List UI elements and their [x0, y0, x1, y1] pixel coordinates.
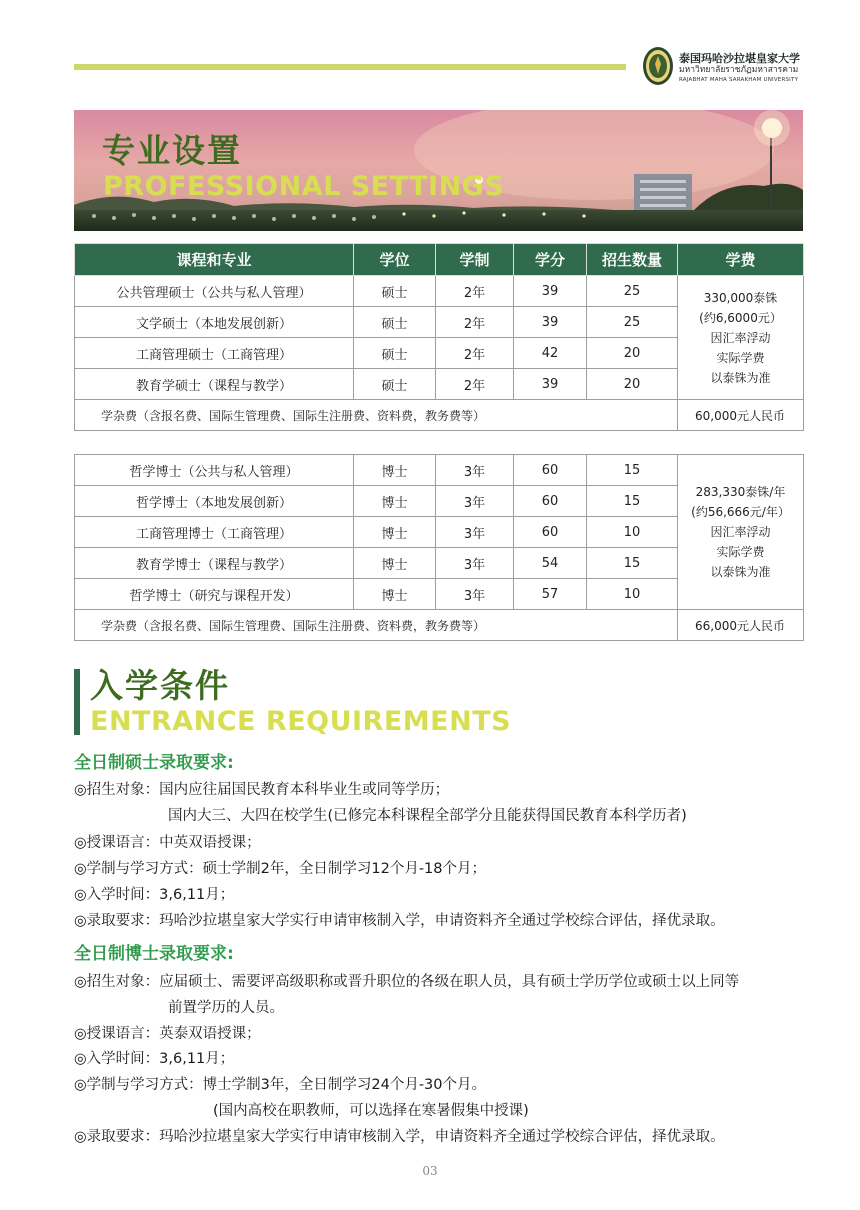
- program-name: 文学硕士（本地发展创新）: [75, 307, 354, 338]
- duration: 3年: [436, 517, 514, 548]
- degree: 博士: [354, 455, 436, 486]
- doctor-req-line: ◎授课语言：英泰双语授课；: [74, 1026, 261, 1042]
- master-req-line: ◎学制与学习方式：硕士学制2年，全日制学习12个月-18个月；: [74, 861, 487, 877]
- doctor-requirements-heading: 全日制博士录取要求:: [74, 944, 234, 964]
- credits: 60: [514, 517, 587, 548]
- university-name: [679, 52, 849, 84]
- tuition-line: 实际学费: [716, 545, 765, 559]
- enrollment: 10: [587, 579, 678, 610]
- table-row: [75, 276, 804, 307]
- tuition-line: 实际学费: [716, 350, 765, 365]
- header-duration: 学制: [436, 244, 514, 276]
- tuition-cell: [678, 276, 804, 400]
- degree: 博士: [354, 486, 436, 517]
- program-name: 哲学博士（研究与课程开发）: [75, 579, 354, 610]
- master-req-line: ◎录取要求：玛哈沙拉堪皇家大学实行申请审核制入学，申请资料齐全通过学校综合评估，择优录取。: [74, 913, 725, 929]
- duration: 3年: [436, 486, 514, 517]
- program-name: 公共管理硕士（公共与私人管理）: [75, 276, 354, 307]
- university-name-th: มหาวิทยาลัยราชภัฏมหาสารคาม: [679, 65, 799, 75]
- program-name: 哲学博士（本地发展创新）: [75, 486, 354, 517]
- misc-fee-label: 学杂费（含报名费、国际生管理费、国际生注册费、资料费，教务费等）: [75, 610, 678, 641]
- table-header-row: [75, 244, 804, 276]
- duration: 3年: [436, 455, 514, 486]
- credits: 39: [514, 307, 587, 338]
- tuition-line: 283,330泰铢/年: [695, 485, 786, 499]
- doctor-req-line: ◎招生对象：应届硕士、需要评高级职称或晋升职位的各级在职人员，具有硕士学历学位或硕士以上同等: [74, 974, 740, 990]
- enrollment: 25: [587, 307, 678, 338]
- enrollment: 15: [587, 486, 678, 517]
- misc-fee-row: [75, 400, 804, 431]
- header-tuition: 学费: [678, 244, 804, 276]
- credits: 60: [514, 486, 587, 517]
- table-row: [75, 455, 804, 486]
- enrollment: 20: [587, 338, 678, 369]
- tuition-line: 以泰铢为准: [710, 565, 771, 579]
- header-credits: 学分: [514, 244, 587, 276]
- degree: 硕士: [354, 338, 436, 369]
- duration: 2年: [436, 276, 514, 307]
- doctors-program-table: [74, 454, 804, 641]
- master-requirements-heading: 全日制硕士录取要求:: [74, 753, 234, 773]
- doctor-req-line: ◎入学时间：3,6,11月；: [74, 1051, 235, 1067]
- tuition-line: (约6,6000元）: [699, 310, 782, 325]
- section-accent-bar: [74, 669, 80, 735]
- section-title-en: ENTRANCE REQUIREMENTS: [90, 706, 512, 737]
- degree: 博士: [354, 517, 436, 548]
- doctor-req-line: (国内高校在职教师，可以选择在寒暑假集中授课): [213, 1103, 529, 1119]
- enrollment: 20: [587, 369, 678, 400]
- program-name: 教育学硕士（课程与教学）: [75, 369, 354, 400]
- duration: 2年: [436, 369, 514, 400]
- misc-fee-value: 60,000元人民币: [678, 400, 804, 431]
- header-degree: 学位: [354, 244, 436, 276]
- banner-title-cn: 专业设置: [102, 131, 242, 170]
- duration: 2年: [436, 338, 514, 369]
- credits: 54: [514, 548, 587, 579]
- masters-program-table: [74, 243, 804, 431]
- university-name-cn: 泰国玛哈沙拉堪皇家大学: [679, 52, 800, 65]
- program-name: 工商管理博士（工商管理）: [75, 517, 354, 548]
- banner-title-en: PROFESSIONAL SETTINGS: [103, 171, 505, 202]
- university-name-en: RAJABHAT MAHA SARAKHAM UNIVERSITY: [679, 77, 799, 83]
- degree: 博士: [354, 579, 436, 610]
- program-name: 哲学博士（公共与私人管理）: [75, 455, 354, 486]
- page-number: 03: [422, 1164, 438, 1178]
- credits: 39: [514, 369, 587, 400]
- credits: 39: [514, 276, 587, 307]
- degree: 硕士: [354, 307, 436, 338]
- enrollment: 15: [587, 548, 678, 579]
- master-req-line: ◎入学时间：3,6,11月；: [74, 887, 235, 903]
- tuition-line: 330,000泰铢: [703, 290, 778, 305]
- misc-fee-value: 66,000元人民币: [678, 610, 804, 641]
- degree: 硕士: [354, 276, 436, 307]
- header-program: 课程和专业: [75, 244, 354, 276]
- tuition-line: 以泰铢为准: [710, 370, 771, 385]
- header-enrollment: 招生数量: [587, 244, 678, 276]
- enrollment: 15: [587, 455, 678, 486]
- program-name: 工商管理硕士（工商管理）: [75, 338, 354, 369]
- master-req-line: 国内大三、大四在校学生(已修完本科课程全部学分且能获得国民教育本科学历者): [168, 808, 687, 824]
- section-title-cn: 入学条件: [90, 666, 230, 705]
- credits: 42: [514, 338, 587, 369]
- university-logo-icon: [642, 46, 674, 86]
- duration: 3年: [436, 548, 514, 579]
- master-req-line: ◎招生对象：国内应往届国民教育本科毕业生或同等学历；: [74, 782, 450, 798]
- misc-fee-row: [75, 610, 804, 641]
- misc-fee-label: 学杂费（含报名费、国际生管理费、国际生注册费、资料费，教务费等）: [75, 400, 678, 431]
- program-name: 教育学博士（课程与教学）: [75, 548, 354, 579]
- master-req-line: ◎授课语言：中英双语授课；: [74, 835, 261, 851]
- credits: 60: [514, 455, 587, 486]
- banner: [74, 110, 803, 231]
- tuition-line: 因汇率浮动: [710, 525, 771, 539]
- doctor-req-line: 前置学历的人员。: [168, 1000, 284, 1016]
- tuition-line: (约56,666元/年）: [691, 505, 790, 519]
- duration: 3年: [436, 579, 514, 610]
- tuition-line: 因汇率浮动: [710, 330, 771, 345]
- doctor-req-line: ◎录取要求：玛哈沙拉堪皇家大学实行申请审核制入学，申请资料齐全通过学校综合评估，择优录取。: [74, 1129, 725, 1145]
- credits: 57: [514, 579, 587, 610]
- degree: 硕士: [354, 369, 436, 400]
- doctor-req-line: ◎学制与学习方式：博士学制3年，全日制学习24个月-30个月。: [74, 1077, 487, 1093]
- duration: 2年: [436, 307, 514, 338]
- header-rule: [74, 64, 626, 70]
- tuition-cell: [678, 455, 804, 610]
- enrollment: 25: [587, 276, 678, 307]
- degree: 博士: [354, 548, 436, 579]
- enrollment: 10: [587, 517, 678, 548]
